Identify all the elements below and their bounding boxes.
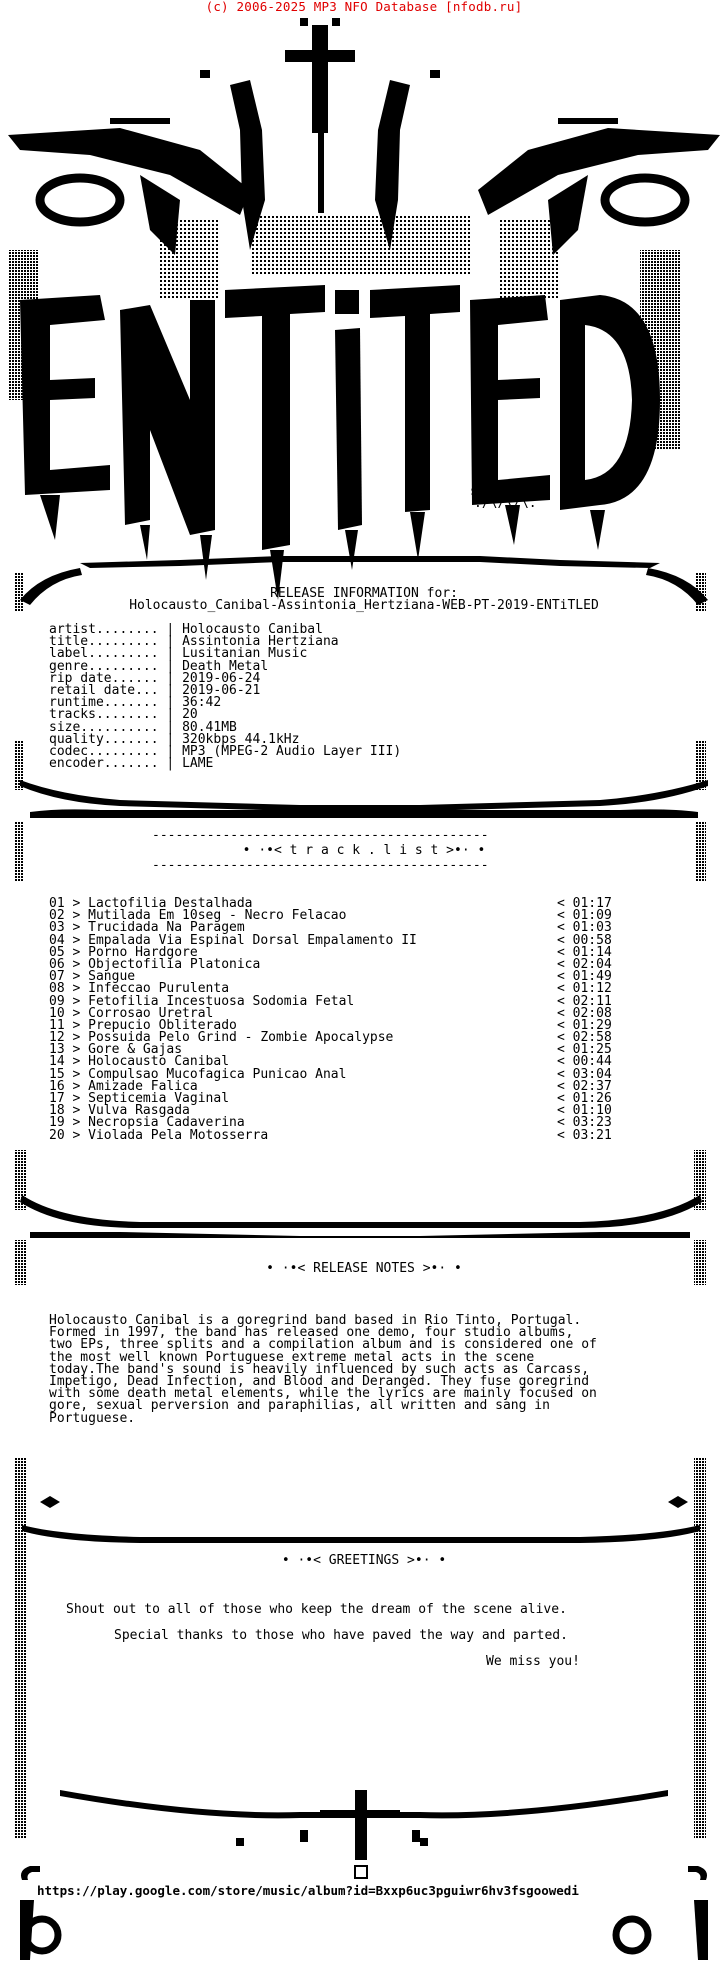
info-row: label......... | Lusitanian Music <box>49 646 308 662</box>
track-row: 10 > Corrosao Uretral < 02:08 <box>49 1005 612 1021</box>
greetings-heading: • ·•< GREETINGS >•· • <box>281 1553 447 1568</box>
info-row: title......... | Assintonia Hertziana <box>49 634 339 650</box>
track-row: 16 > Amizade Falica < 02:37 <box>49 1078 612 1094</box>
track-row: 07 > Sangue < 01:49 <box>49 969 612 985</box>
info-row: artist........ | Holocausto Canibal <box>49 622 323 637</box>
track-row: 15 > Compulsao Mucofagica Punicao Anal < 03:04 <box>49 1066 612 1082</box>
track-row: 14 > Holocausto Canibal < 00:44 <box>49 1054 612 1070</box>
greetings-line: Special thanks to those who have paved the way and parted. <box>114 1628 568 1643</box>
info-row: tracks........ | 20 <box>49 707 198 723</box>
tracklist-rule-top: ------------------------------------------- <box>152 828 489 843</box>
info-row: rip date...... | 2019-06-24 <box>49 670 261 686</box>
track-row: 13 > Gore & Gajas < 01:25 <box>49 1042 612 1058</box>
track-row: 11 > Prepucio Obliterado < 01:29 <box>49 1017 612 1033</box>
release-notes-body <box>49 1315 609 1425</box>
track-row: 12 > Possuida Pelo Grind - Zombie Apocalypse < 02:58 <box>49 1030 612 1046</box>
track-row: 08 > Infeccao Purulenta < 01:12 <box>49 981 612 997</box>
track-row: 18 > Vulva Rasgada < 01:10 <box>49 1103 612 1119</box>
track-row: 17 > Septicemia Vaginal < 01:26 <box>49 1091 612 1106</box>
info-row: runtime....... | 36:42 <box>49 695 222 711</box>
track-list <box>49 898 629 1142</box>
notes-line: with some death metal elements, while the lyrics are mainly focused on <box>49 1386 597 1402</box>
track-row: 05 > Porno Hardgore < 01:14 <box>49 944 612 960</box>
info-row: encoder....... | LAME <box>49 756 214 772</box>
track-row: 20 > Violada Pela Motosserra < 03:21 <box>49 1127 612 1143</box>
info-row: quality....... | 320kbps 44.1kHz <box>49 731 300 747</box>
track-row: 01 > Lactofilia Destalhada < 01:17 <box>49 896 612 911</box>
track-row: 09 > Fetofilia Incestuosa Sodomia Fetal < 02:11 <box>49 993 612 1009</box>
info-row: retail date... | 2019-06-21 <box>49 683 261 699</box>
track-row: 03 > Trucidada Na Paragem < 01:03 <box>49 920 612 936</box>
notes-line: the most well known Portuguese extreme metal acts in the scene <box>49 1349 535 1365</box>
notes-line: gore, sexual perversion and paraphilias, all written and sang in <box>49 1398 550 1414</box>
track-row: 02 > Mutilada Em 10seg - Necro Felacao < 01:09 <box>49 908 612 924</box>
site-credit: (c) 2006-2025 MP3 NFO Database [nfodb.ru] <box>205 0 523 14</box>
entitled-logo-art <box>8 18 720 600</box>
notes-line: Impetigo, Dead Infection, and Blood and Deranged. They fuse goregrind <box>49 1374 590 1390</box>
greetings-line: We miss you! <box>486 1654 580 1669</box>
info-row: size.......... | 80.41MB <box>49 719 237 735</box>
notes-line: Portuguese. <box>49 1410 136 1426</box>
info-row: codec......... | MP3 (MPEG-2 Audio Layer III) <box>49 744 402 760</box>
tracklist-heading: • ·•< t r a c k . l i s t >•· • <box>242 843 486 858</box>
art-signature-mark: ./\/\/\. <box>474 496 537 511</box>
notes-line: two EPs, three splits and a compilation album and is considered one of <box>49 1337 597 1353</box>
art-signature: sM!iMPURE <box>470 484 541 499</box>
track-row: 04 > Empalada Via Espinal Dorsal Empalamento II < 00:58 <box>49 932 612 948</box>
notes-line: Formed in 1997, the band has released one demo, four studio albums, <box>49 1325 574 1341</box>
greetings-line: Shout out to all of those who keep the dream of the scene alive. <box>66 1602 567 1617</box>
track-row: 06 > Objectofilia Platonica < 02:04 <box>49 956 612 972</box>
notes-line: Holocausto Canibal is a goregrind band based in Rio Tinto, Portugal. <box>49 1313 582 1328</box>
release-info-fields <box>49 624 401 770</box>
release-info-heading: RELEASE INFORMATION for: <box>270 586 458 601</box>
info-row: genre......... | Death Metal <box>49 658 269 674</box>
release-name: Holocausto_Canibal-Assintonia_Hertziana-WEB-PT-2019-ENTiTLED <box>129 598 599 613</box>
notes-line: today.The band's sound is heavily influenced by such acts as Carcass, <box>49 1361 590 1377</box>
release-notes-heading: • ·•< RELEASE NOTES >•· • <box>266 1261 462 1276</box>
track-row: 19 > Necropsia Cadaverina < 03:23 <box>49 1115 612 1131</box>
album-store-link[interactable]: https://play.google.com/store/music/album?id=Bxxp6uc3pguiwr6hv3fsgoowedi <box>37 1883 579 1898</box>
tracklist-rule-bottom: ------------------------------------------- <box>152 858 489 873</box>
